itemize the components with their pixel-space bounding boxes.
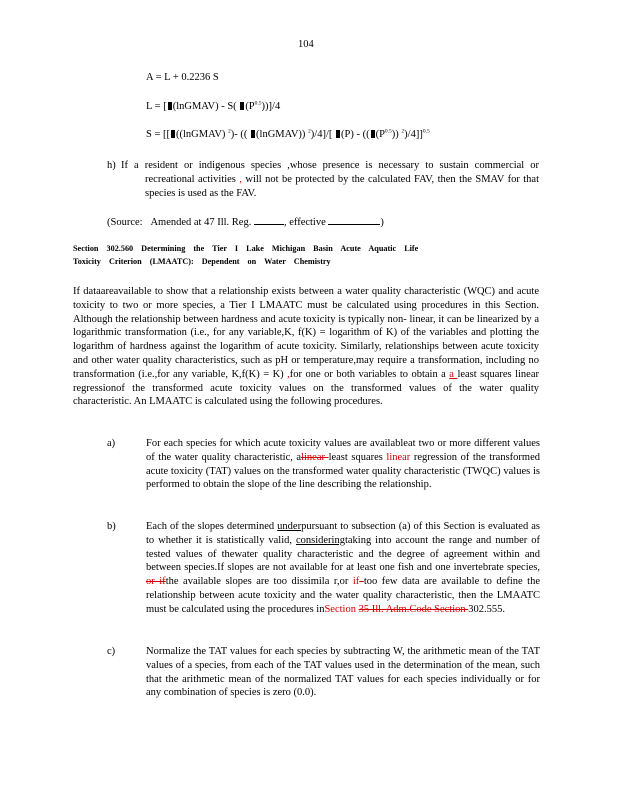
item-h-text (121, 159, 539, 200)
item-a-text-part3: regression of the transformed acute toxicity (TAT) values on the transformed water quality characteristic (TWQC) values is performed to obtain the slope of the line describing the relationship. (146, 451, 540, 491)
equation-s-part: ((lnGMAV) (176, 129, 226, 140)
effective-date-blank (328, 215, 380, 225)
item-a-deletion: linear (301, 451, 329, 463)
equation-s-sup: 0.5 (384, 128, 392, 135)
item-b-text-part2: pursuant to subsection (a) of this Section is evaluated as to whether it is statistically valid, (146, 521, 540, 546)
item-b-deletion-1: or if (146, 576, 166, 588)
register-volume-blank (254, 215, 284, 225)
item-b-underline-2: considering (295, 534, 345, 546)
item-h-text-part1: If a resident or indigenous species ,whose presence is necessary to sustain commercial or recreational activities (121, 160, 539, 185)
item-b-text-part3: taking into account the range and number of tested values of thewater quality characteristic and the degree of agreement within and between species.If slopes are not available for at least one fish and one invertebrate species, (146, 534, 540, 574)
section-title-line1: Section 302.560 Determining the Tier I Lake Michigan Basin Acute Aquatic Life (73, 244, 419, 253)
item-b-underline-1: under (277, 521, 302, 532)
equation-s-part: (P) - (( (341, 129, 370, 140)
item-a-text-part2: least squares (328, 451, 387, 463)
section-title-line2: Toxicity Criterion (LMAATC): Dependent on Water Chemistry (73, 256, 331, 266)
equation-l-part: (lnGMAV) - S( (172, 101, 237, 112)
item-a-text-part1: For each species for which acute toxicity values are availableat two or more different values of the water quality characteristic, a (146, 438, 540, 463)
source-open: (Source: (107, 217, 143, 228)
summation-icon (171, 130, 175, 138)
summation-icon (240, 102, 244, 110)
item-b-text-part5: too few data are available to define the relationship between acute toxicity and the water quality characteristic, then the LMAATC must be calculated using the procedures in (146, 576, 541, 615)
item-h-text-part2: will not be protected by the calculated FAV, then the SMAV for that species is used as the FAV. (145, 173, 540, 199)
page-number: 104 (298, 39, 314, 50)
intro-insertion-2: a (449, 368, 458, 380)
item-h-insertion: , (239, 173, 242, 185)
item-c-text: Normalize the TAT values for each species by subtracting W, the arithmetic mean of the TAT values of a species, from each of the TAT values used in the determination of the mean, such that the arithmetic mean of the normalized TAT values for each species individually or for any combination of species is zero (0.0). (146, 646, 540, 699)
equation-l-lhs: L (146, 101, 153, 112)
equation-s-part: )/4]/[ (310, 129, 333, 140)
item-b-insertion-1: if (352, 576, 360, 588)
intro-text-part1: If dataareavailable to show that a relationship exists between a water quality characteristic (WQC) and acute toxicity to two or more species, a Tier I LMAATC must be calculated using procedures in this Section. Although the relationship between hardness and acute toxicity is typically non- linear, it can be linearized by a logarithmic transformation (i.e., for any variable,K, f(K) = logarithm of K) of the variables and plotting the logarithm of hardness against the logarithm of acute toxicity. Similarly, relationships between acute toxicity and other water quality characteristics, such as pH or temperature,may require a transformation, including no transformation (i.e.,for any variable, K,f(K) = K) (73, 286, 539, 380)
summation-icon (251, 130, 255, 138)
equation-s-sup: 2 (228, 128, 231, 135)
equation-s-part: )- (( (230, 129, 248, 140)
equation-l-part: (P (245, 101, 255, 112)
item-b-deletion-3: 35 Ill. Adm.Code Section (358, 603, 469, 615)
equation-l-sup: 0.5 (254, 100, 262, 107)
equation-s-sup: 2 (401, 128, 405, 135)
item-c-marker: c) (107, 646, 116, 657)
item-b-text-part1: Each of the slopes determined (146, 521, 278, 532)
summation-icon (168, 102, 172, 110)
equation-s-part: (P (375, 129, 385, 140)
source-close: ) (380, 217, 384, 228)
source-effective: , effective (283, 217, 326, 228)
item-b-text-part4: the available slopes are too dissimila r,or (165, 576, 353, 588)
equation-s (146, 129, 430, 140)
equation-a (146, 72, 219, 83)
equation-l-part: = [ (154, 101, 167, 112)
intro-text-part3: least squares linear regressionof the transformed acute toxicity values on the transformed values of the water quality characteristic. An LMAATC is calculated using the following procedures. (73, 368, 540, 408)
summation-icon (371, 130, 375, 138)
source-note (107, 215, 384, 230)
intro-text-part2: for one or both variables to obtain a (289, 368, 450, 380)
equation-a-lhs: A (146, 72, 154, 83)
equation-s-part: )) (391, 129, 402, 140)
item-a-insertion: linear (386, 451, 411, 463)
equation-l-part: ))]/4 (261, 101, 281, 112)
item-b-insertion-2: Section (324, 603, 359, 615)
equation-a-rhs: = L + 0.2236 S (155, 72, 219, 83)
equation-s-part: )/4]] (404, 129, 423, 140)
source-amended: Amended at 47 Ill. Reg. (150, 217, 252, 228)
equation-s-lhs: S (146, 129, 152, 140)
equation-s-sup: 0.5 (422, 128, 430, 135)
item-a-marker: a) (107, 438, 116, 449)
intro-paragraph (73, 285, 539, 409)
item-b-text-part6: 302.555. (468, 603, 505, 615)
item-b-text (146, 520, 540, 617)
section-title (73, 243, 543, 268)
equation-s-sup: 2 (308, 128, 311, 135)
summation-icon (336, 130, 340, 138)
equation-s-part: (lnGMAV)) (256, 129, 306, 140)
equation-s-part: = [[ (154, 129, 171, 140)
item-a-text (146, 437, 540, 492)
equation-l (146, 101, 280, 112)
item-b-marker: b) (107, 521, 116, 532)
intro-insertion-1: , (287, 368, 290, 380)
item-h-marker: h) (107, 160, 116, 171)
